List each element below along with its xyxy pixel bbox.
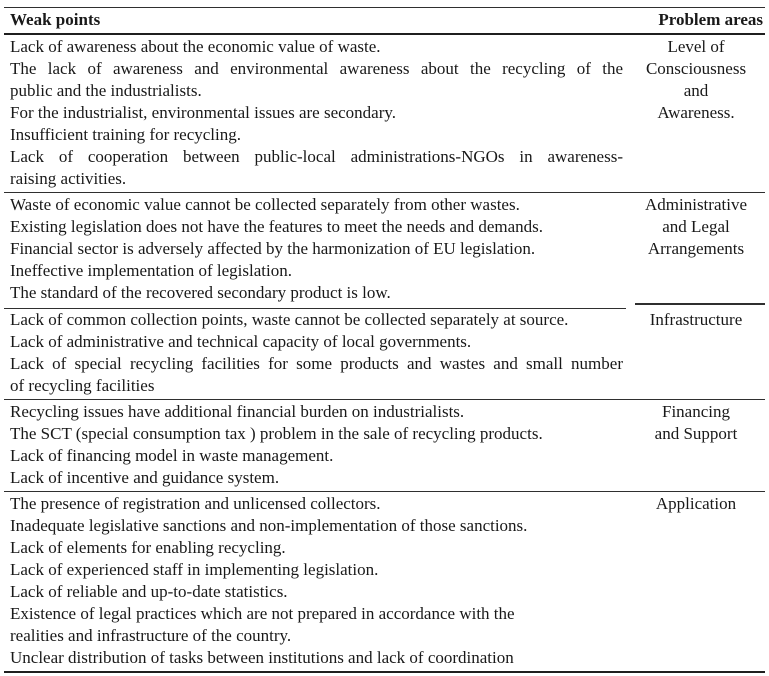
problem-area-cell — [627, 493, 765, 669]
problem-area-label: Arrangements — [647, 239, 745, 258]
problem-area-cell — [627, 309, 765, 397]
weak-point-item: Existing legislation does not have the features to meet the needs and demands. — [10, 217, 543, 236]
problem-area-cell — [627, 401, 765, 489]
problem-area-cell — [627, 194, 765, 304]
weak-point-item-continuation: public and the industrialists. — [10, 81, 202, 100]
weak-point-item: Lack of incentive and guidance system. — [10, 467, 280, 487]
weak-point-item: Unclear distribution of tasks between institutions and lack of coordination — [10, 647, 514, 667]
problem-area-label: and — [683, 81, 709, 100]
problem-area-label: Awareness. — [657, 103, 735, 122]
weak-point-item: The standard of the recovered secondary product is low. — [10, 283, 391, 302]
weak-point-item: Lack of experienced staff in implementing legislation. — [10, 559, 379, 579]
problem-area-label: Financing — [662, 401, 730, 421]
weak-point-item: Existence of legal practices which are not prepared in accordance with the — [10, 603, 515, 623]
weak-point-item: Lack of financing model in waste management. — [10, 445, 334, 465]
problem-area-label: Level of — [667, 37, 725, 56]
problem-area-label: and Support — [654, 423, 738, 443]
problem-area-label: Application — [655, 493, 737, 513]
problem-area-cell — [627, 36, 765, 190]
weak-point-item: Financial sector is adversely affected by the harmonization of EU legislation. — [10, 239, 536, 258]
weak-point-item: Inadequate legislative sanctions and non-implementation of those sanctions. — [10, 515, 528, 535]
weak-points-table — [4, 7, 765, 673]
section-administrative-legal — [4, 193, 765, 308]
weak-point-item: Ineffective implementation of legislation. — [10, 261, 292, 280]
weak-points-cell — [4, 493, 627, 669]
column-header-problem-areas: Problem areas — [658, 10, 763, 29]
weak-point-item: The presence of registration and unlicensed collectors. — [10, 493, 381, 513]
weak-point-item: Lack of common collection points, waste cannot be collected separately at source. — [10, 309, 569, 329]
problem-area-label: and Legal — [662, 217, 730, 236]
weak-points-cell — [4, 194, 627, 304]
problem-area-label: Consciousness — [645, 59, 747, 78]
section-consciousness-awareness — [4, 35, 765, 193]
weak-point-item: Waste of economic value cannot be collected separately from other wastes. — [10, 195, 520, 214]
weak-points-cell — [4, 309, 627, 397]
weak-points-cell — [4, 36, 627, 190]
weak-point-item-continuation: of recycling facilities — [10, 375, 155, 395]
weak-point-item: Lack of reliable and up-to-date statistics. — [10, 581, 288, 601]
weak-point-item-continuation: raising activities. — [10, 169, 127, 188]
weak-point-item: Lack of awareness about the economic value of waste. — [10, 37, 381, 56]
weak-point-item: Lack of elements for enabling recycling. — [10, 537, 286, 557]
weak-point-item: Lack of administrative and technical capacity of local governments. — [10, 331, 472, 351]
table-header-row — [4, 8, 765, 35]
problem-area-label: Administrative — [645, 195, 747, 214]
section-application — [4, 492, 765, 673]
weak-points-cell — [4, 401, 627, 489]
weak-point-item: The SCT (special consumption tax ) problem in the sale of recycling products. — [10, 423, 543, 443]
section-financing-support — [4, 400, 765, 492]
column-header-weak-points: Weak points — [10, 10, 101, 29]
section-infrastructure — [4, 308, 765, 400]
weak-point-item: Lack of cooperation between public-local administrations-NGOs in awareness- — [10, 147, 623, 166]
weak-point-item: For the industrialist, environmental issues are secondary. — [10, 103, 397, 122]
weak-point-item: Insufficient training for recycling. — [10, 125, 241, 144]
problem-area-label: Infrastructure — [649, 309, 743, 329]
weak-point-item: Lack of special recycling facilities for some products and wastes and small number — [10, 353, 623, 373]
weak-point-item: The lack of awareness and environmental awareness about the recycling of the — [10, 59, 623, 78]
weak-point-item-continuation: realities and infrastructure of the country. — [10, 625, 292, 645]
weak-point-item: Recycling issues have additional financial burden on industrialists. — [10, 401, 465, 421]
